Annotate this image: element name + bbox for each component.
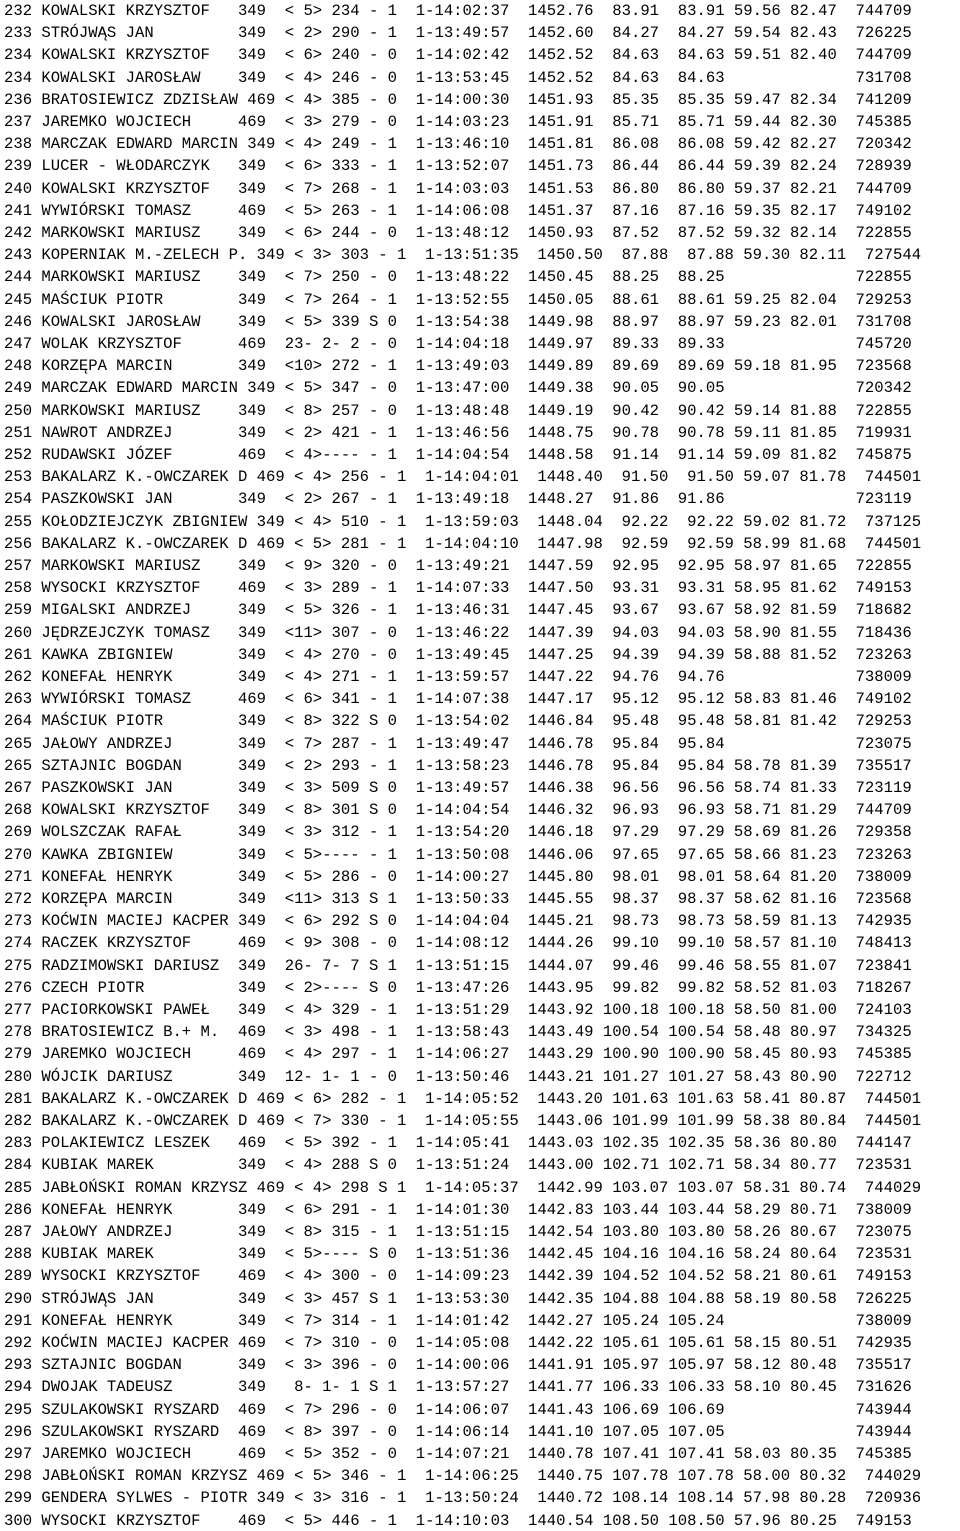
result-row: 232 KOWALSKI KRZYSZTOF 349 < 5> 234 - 1 1-14:02:37 1452.76 83.91 83.91 59.56 82.47 744709 bbox=[4, 2, 912, 20]
result-row: 294 DWOJAK TADEUSZ 349 8- 1- 1 S 1 1-13:57:27 1441.77 106.33 106.33 58.10 80.45 731626 bbox=[4, 1378, 912, 1397]
result-row: 259 MIGALSKI ANDRZEJ 349 < 5> 326 - 1 1-13:46:31 1447.45 93.67 93.67 58.92 81.59 718682 bbox=[4, 601, 912, 620]
result-row: 298 JABŁOŃSKI ROMAN KRZYSZ 469 < 5> 346 - 1 1-14:06:25 1440.75 107.78 107.78 58.00 80.32 744029 bbox=[4, 1467, 922, 1486]
result-row: 249 MARCZAK EDWARD MARCIN 349 < 5> 347 - 0 1-13:47:00 1449.38 90.05 90.05 720342 bbox=[4, 379, 912, 398]
result-row: 272 KORZĘPA MARCIN 349 <11> 313 S 1 1-13:50:33 1445.55 98.37 98.37 58.62 81.16 723568 bbox=[4, 890, 912, 908]
result-row: 270 KAWKA ZBIGNIEW 349 < 5>---- - 1 1-13:50:08 1446.06 97.65 97.65 58.66 81.23 723263 bbox=[4, 845, 912, 864]
result-row: 252 RUDAWSKI JÓZEF 469 < 4>---- - 1 1-14:04:54 1448.58 91.14 91.14 59.09 81.82 745875 bbox=[4, 446, 912, 464]
result-row: 262 KONEFAŁ HENRYK 349 < 4> 271 - 1 1-13:59:57 1447.22 94.76 94.76 738009 bbox=[4, 668, 912, 686]
result-row: 275 RADZIMOWSKI DARIUSZ 349 26- 7- 7 S 1 1-13:51:15 1444.07 99.46 99.46 58.55 81.07 723841 bbox=[4, 956, 912, 975]
result-row: 276 CZECH PIOTR 349 < 2>---- S 0 1-13:47:26 1443.95 99.82 99.82 58.52 81.03 718267 bbox=[4, 978, 912, 997]
result-row: 253 BAKALARZ K.-OWCZAREK D 469 < 4> 256 - 1 1-14:04:01 1448.40 91.50 91.50 59.07 81.78 744501 bbox=[4, 468, 922, 487]
result-row: 236 BRATOSIEWICZ ZDZISŁAW 469 < 4> 385 - 0 1-14:00:30 1451.93 85.35 85.35 59.47 82.34 741209 bbox=[4, 90, 912, 109]
result-row: 257 MARKOWSKI MARIUSZ 349 < 9> 320 - 0 1-13:49:21 1447.59 92.95 92.95 58.97 81.65 722855 bbox=[4, 557, 912, 575]
result-row: 273 KOĆWIN MACIEJ KACPER 349 < 6> 292 S 0 1-14:04:04 1445.21 98.73 98.73 58.59 81.13 742935 bbox=[4, 912, 912, 931]
result-row: 250 MARKOWSKI MARIUSZ 349 < 8> 257 - 0 1-13:48:48 1449.19 90.42 90.42 59.14 81.88 722855 bbox=[4, 401, 912, 420]
result-row: 265 SZTAJNIC BOGDAN 349 < 2> 293 - 1 1-13:58:23 1446.78 95.84 95.84 58.78 81.39 735517 bbox=[4, 756, 912, 775]
result-row: 296 SZULAKOWSKI RYSZARD 469 < 8> 397 - 0 1-14:06:14 1441.10 107.05 107.05 743944 bbox=[4, 1422, 912, 1441]
result-row: 287 JAŁOWY ANDRZEJ 349 < 8> 315 - 1 1-13:51:15 1442.54 103.80 103.80 58.26 80.67 723075 bbox=[4, 1223, 912, 1241]
result-row: 238 MARCZAK EDWARD MARCIN 349 < 4> 249 - 1 1-13:46:10 1451.81 86.08 86.08 59.42 82.27 720342 bbox=[4, 135, 912, 154]
result-row: 233 STRÓJWĄS JAN 349 < 2> 290 - 1 1-13:49:57 1452.60 84.27 84.27 59.54 82.43 726225 bbox=[4, 24, 912, 43]
result-row: 244 MARKOWSKI MARIUSZ 349 < 7> 250 - 0 1-13:48:22 1450.45 88.25 88.25 722855 bbox=[4, 268, 912, 287]
result-row: 241 WYWIÓRSKI TOMASZ 469 < 5> 263 - 1 1-14:06:08 1451.37 87.16 87.16 59.35 82.17 749102 bbox=[4, 201, 912, 220]
result-row: 289 WYSOCKI KRZYSZTOF 469 < 4> 300 - 0 1-14:09:23 1442.39 104.52 104.52 58.21 80.61 749153 bbox=[4, 1267, 912, 1286]
result-row: 258 WYSOCKI KRZYSZTOF 469 < 3> 289 - 1 1-14:07:33 1447.50 93.31 93.31 58.95 81.62 749153 bbox=[4, 579, 912, 598]
result-row: 279 JAREMKO WOJCIECH 469 < 4> 297 - 1 1-14:06:27 1443.29 100.90 100.90 58.45 80.93 745385 bbox=[4, 1045, 912, 1064]
result-row: 281 BAKALARZ K.-OWCZAREK D 469 < 6> 282 - 1 1-14:05:52 1443.20 101.63 101.63 58.41 80.87 744501 bbox=[4, 1089, 922, 1108]
result-row: 285 JABŁOŃSKI ROMAN KRZYSZ 469 < 4> 298 S 1 1-14:05:37 1442.99 103.07 103.07 58.31 80.74 744029 bbox=[4, 1178, 922, 1197]
result-row: 254 PASZKOWSKI JAN 349 < 2> 267 - 1 1-13:49:18 1448.27 91.86 91.86 723119 bbox=[4, 490, 912, 509]
result-row: 251 NAWROT ANDRZEJ 349 < 2> 421 - 1 1-13:46:56 1448.75 90.78 90.78 59.11 81.85 719931 bbox=[4, 423, 912, 442]
result-row: 245 MAŚCIUK PIOTR 349 < 7> 264 - 1 1-13:52:55 1450.05 88.61 88.61 59.25 82.04 729253 bbox=[4, 290, 912, 309]
result-row: 267 PASZKOWSKI JAN 349 < 3> 509 S 0 1-13:49:57 1446.38 96.56 96.56 58.74 81.33 723119 bbox=[4, 779, 912, 797]
result-row: 264 MAŚCIUK PIOTR 349 < 8> 322 S 0 1-13:54:02 1446.84 95.48 95.48 58.81 81.42 729253 bbox=[4, 712, 912, 731]
result-row: 263 WYWIÓRSKI TOMASZ 469 < 6> 341 - 1 1-14:07:38 1447.17 95.12 95.12 58.83 81.46 749102 bbox=[4, 690, 912, 709]
result-row: 255 KOŁODZIEJCZYK ZBIGNIEW 349 < 4> 510 - 1 1-13:59:03 1448.04 92.22 92.22 59.02 81.72 737125 bbox=[4, 512, 922, 531]
result-row: 284 KUBIAK MAREK 349 < 4> 288 S 0 1-13:51:24 1443.00 102.71 102.71 58.34 80.77 723531 bbox=[4, 1156, 912, 1175]
result-row: 291 KONEFAŁ HENRYK 349 < 7> 314 - 1 1-14:01:42 1442.27 105.24 105.24 738009 bbox=[4, 1311, 912, 1330]
result-row: 242 MARKOWSKI MARIUSZ 349 < 6> 244 - 0 1-13:48:12 1450.93 87.52 87.52 59.32 82.14 722855 bbox=[4, 224, 912, 242]
result-row: 256 BAKALARZ K.-OWCZAREK D 469 < 5> 281 - 1 1-14:04:10 1447.98 92.59 92.59 58.99 81.68 744501 bbox=[4, 534, 922, 553]
result-row: 265 JAŁOWY ANDRZEJ 349 < 7> 287 - 1 1-13:49:47 1446.78 95.84 95.84 723075 bbox=[4, 734, 912, 753]
result-row: 243 KOPERNIAK M.-ZELECH P. 349 < 3> 303 - 1 1-13:51:35 1450.50 87.88 87.88 59.30 82.11 727544 bbox=[4, 246, 922, 265]
result-row: 271 KONEFAŁ HENRYK 349 < 5> 286 - 0 1-14:00:27 1445.80 98.01 98.01 58.64 81.20 738009 bbox=[4, 867, 912, 886]
result-row: 269 WOLSZCZAK RAFAŁ 349 < 3> 312 - 1 1-13:54:20 1446.18 97.29 97.29 58.69 81.26 729358 bbox=[4, 823, 912, 842]
result-row: 277 PACIORKOWSKI PAWEŁ 349 < 4> 329 - 1 1-13:51:29 1443.92 100.18 100.18 58.50 81.00 724103 bbox=[4, 1001, 912, 1019]
result-row: 268 KOWALSKI KRZYSZTOF 349 < 8> 301 S 0 1-14:04:54 1446.32 96.93 96.93 58.71 81.29 744709 bbox=[4, 801, 912, 820]
result-row: 280 WÓJCIK DARIUSZ 349 12- 1- 1 - 0 1-13:50:46 1443.21 101.27 101.27 58.43 80.90 722712 bbox=[4, 1067, 912, 1086]
result-row: 240 KOWALSKI KRZYSZTOF 349 < 7> 268 - 1 1-14:03:03 1451.53 86.80 86.80 59.37 82.21 744709 bbox=[4, 179, 912, 198]
result-row: 282 BAKALARZ K.-OWCZAREK D 469 < 7> 330 - 1 1-14:05:55 1443.06 101.99 101.99 58.38 80.84 744501 bbox=[4, 1112, 922, 1130]
result-row: 299 GENDERA SYLWES - PIOTR 349 < 3> 316 - 1 1-13:50:24 1440.72 108.14 108.14 57.98 80.28 720936 bbox=[4, 1489, 922, 1508]
result-row: 237 JAREMKO WOJCIECH 469 < 3> 279 - 0 1-14:03:23 1451.91 85.71 85.71 59.44 82.30 745385 bbox=[4, 113, 912, 131]
result-row: 300 WYSOCKI KRZYSZTOF 469 < 5> 446 - 1 1-14:10:03 1440.54 108.50 108.50 57.96 80.25 749153 bbox=[4, 1511, 912, 1530]
result-row: 234 KOWALSKI KRZYSZTOF 349 < 6> 240 - 0 1-14:02:42 1452.52 84.63 84.63 59.51 82.40 744709 bbox=[4, 46, 912, 65]
result-row: 248 KORZĘPA MARCIN 349 <10> 272 - 1 1-13:49:03 1449.89 89.69 89.69 59.18 81.95 723568 bbox=[4, 357, 912, 376]
result-row: 278 BRATOSIEWICZ B.+ M. 469 < 3> 498 - 1 1-13:58:43 1443.49 100.54 100.54 58.48 80.97 734325 bbox=[4, 1023, 912, 1042]
result-row: 246 KOWALSKI JAROSŁAW 349 < 5> 339 S 0 1-13:54:38 1449.98 88.97 88.97 59.23 82.01 731708 bbox=[4, 312, 912, 331]
result-row: 247 WOLAK KRZYSZTOF 469 23- 2- 2 - 0 1-14:04:18 1449.97 89.33 89.33 745720 bbox=[4, 335, 912, 353]
result-row: 295 SZULAKOWSKI RYSZARD 469 < 7> 296 - 0 1-14:06:07 1441.43 106.69 106.69 743944 bbox=[4, 1400, 912, 1419]
result-row: 260 JĘDRZEJCZYK TOMASZ 349 <11> 307 - 0 1-13:46:22 1447.39 94.03 94.03 58.90 81.55 718436 bbox=[4, 623, 912, 642]
result-row: 286 KONEFAŁ HENRYK 349 < 6> 291 - 1 1-14:01:30 1442.83 103.44 103.44 58.29 80.71 738009 bbox=[4, 1200, 912, 1219]
result-row: 239 LUCER - WŁODARCZYK 349 < 6> 333 - 1 1-13:52:07 1451.73 86.44 86.44 59.39 82.24 728939 bbox=[4, 157, 912, 176]
result-row: 261 KAWKA ZBIGNIEW 349 < 4> 270 - 0 1-13:49:45 1447.25 94.39 94.39 58.88 81.52 723263 bbox=[4, 645, 912, 664]
result-row: 297 JAREMKO WOJCIECH 469 < 5> 352 - 0 1-14:07:21 1440.78 107.41 107.41 58.03 80.35 745385 bbox=[4, 1445, 912, 1463]
result-row: 293 SZTAJNIC BOGDAN 349 < 3> 396 - 0 1-14:00:06 1441.91 105.97 105.97 58.12 80.48 735517 bbox=[4, 1356, 912, 1375]
result-row: 283 POLAKIEWICZ LESZEK 469 < 5> 392 - 1 1-14:05:41 1443.03 102.35 102.35 58.36 80.80 744147 bbox=[4, 1134, 912, 1153]
result-row: 274 RACZEK KRZYSZTOF 469 < 9> 308 - 0 1-14:08:12 1444.26 99.10 99.10 58.57 81.10 748413 bbox=[4, 934, 912, 953]
result-row: 290 STRÓJWĄS JAN 349 < 3> 457 S 1 1-13:53:30 1442.35 104.88 104.88 58.19 80.58 726225 bbox=[4, 1289, 912, 1308]
result-row: 292 KOĆWIN MACIEJ KACPER 469 < 7> 310 - 0 1-14:05:08 1442.22 105.61 105.61 58.15 80.51 742935 bbox=[4, 1334, 912, 1352]
result-row: 288 KUBIAK MAREK 349 < 5>---- S 0 1-13:51:36 1442.45 104.16 104.16 58.24 80.64 723531 bbox=[4, 1245, 912, 1264]
result-row: 234 KOWALSKI JAROSŁAW 349 < 4> 246 - 0 1-13:53:45 1452.52 84.63 84.63 731708 bbox=[4, 68, 912, 87]
